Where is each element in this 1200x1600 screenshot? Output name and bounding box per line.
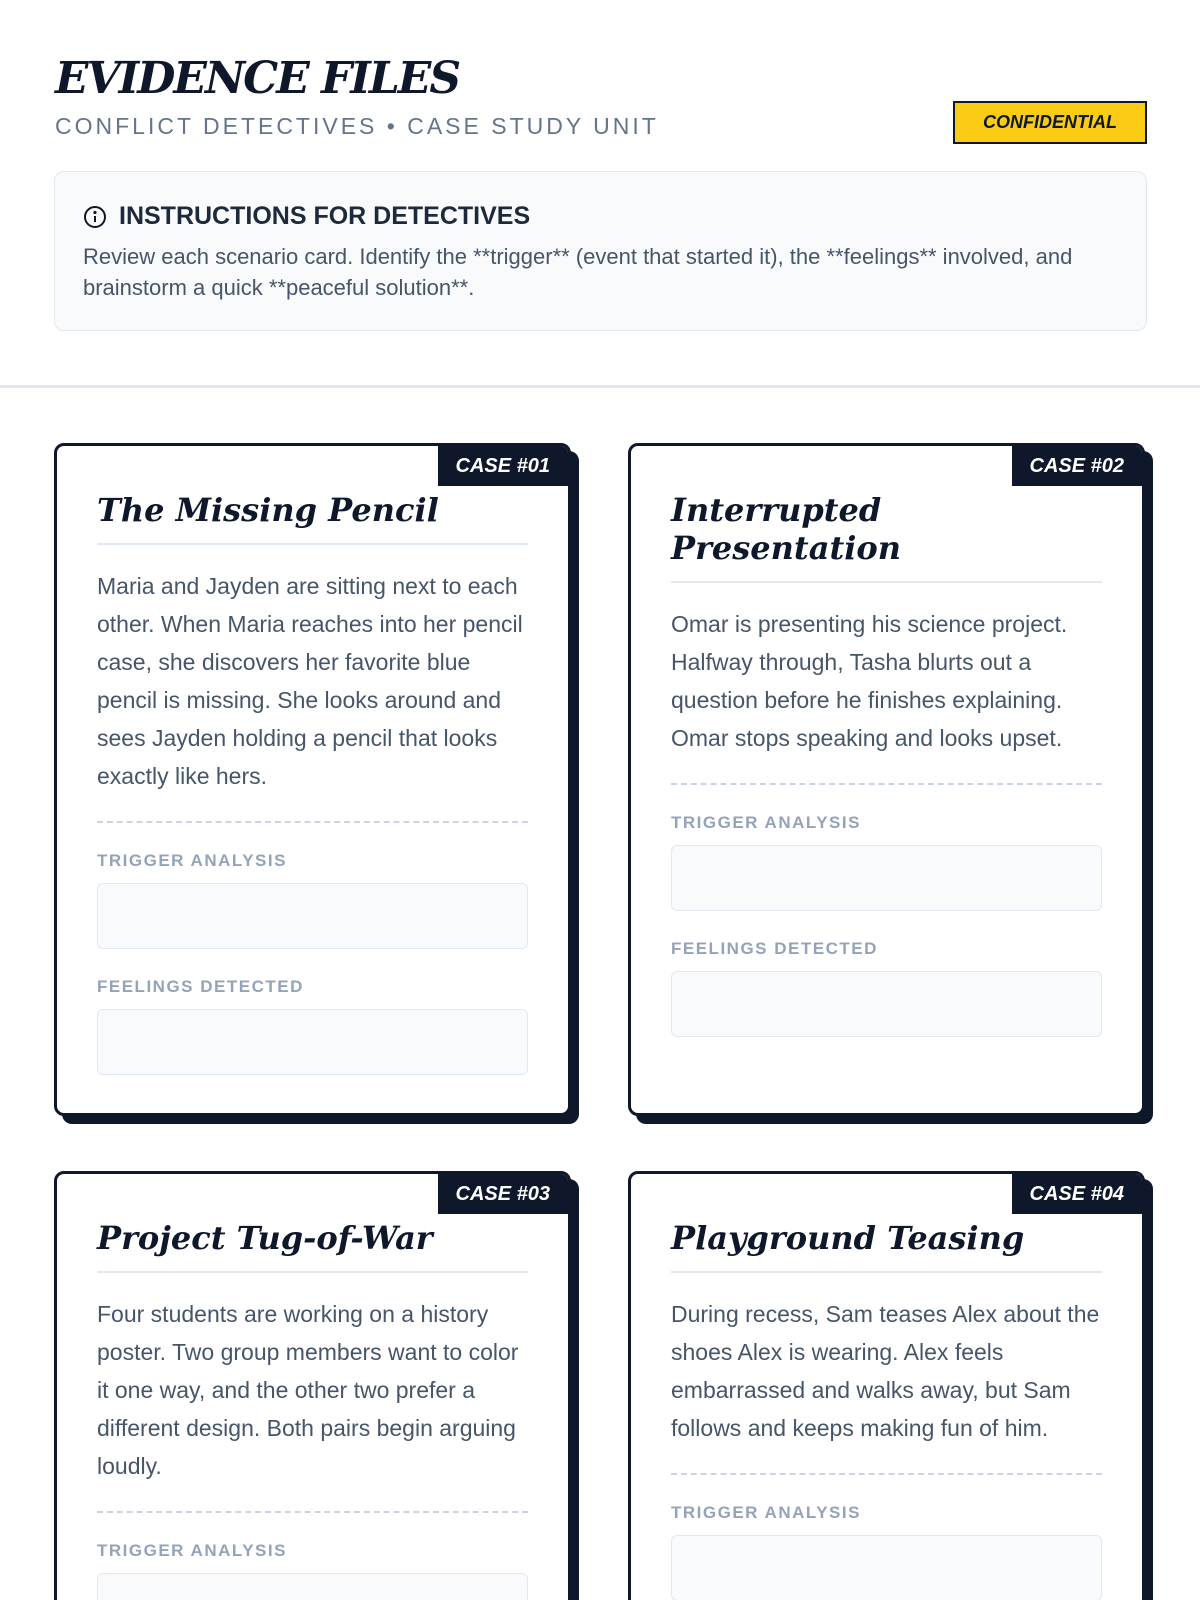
case-title: Project Tug-of-War xyxy=(97,1219,528,1273)
trigger-analysis-field[interactable] xyxy=(97,1573,528,1600)
case-title: Interrupted Presentation xyxy=(671,491,1102,583)
case-title: The Missing Pencil xyxy=(97,491,528,545)
case-tag: CASE #01 xyxy=(438,446,569,486)
case-scenario: Omar is presenting his science project. Halfway through, Tasha blurts out a question before he finishes explaining. Omar stops speaking and looks upset. xyxy=(671,605,1102,785)
trigger-analysis-label: TRIGGER ANALYSIS xyxy=(97,851,287,870)
page-header xyxy=(55,52,1147,147)
feelings-detected-field[interactable] xyxy=(671,971,1102,1037)
case-tag: CASE #03 xyxy=(438,1174,569,1214)
info-icon xyxy=(83,205,107,229)
case-scenario: Four students are working on a history poster. Two group members want to color it one way, and the other two prefer a different design. Both pairs begin arguing loudly. xyxy=(97,1295,528,1513)
trigger-analysis-label: TRIGGER ANALYSIS xyxy=(97,1541,287,1560)
case-scenario: During recess, Sam teases Alex about the shoes Alex is wearing. Alex feels embarrassed and walks away, but Sam follows and keeps making fun of him. xyxy=(671,1295,1102,1475)
trigger-analysis-field[interactable] xyxy=(97,883,528,949)
case-card-03 xyxy=(54,1171,571,1600)
case-scenario: Maria and Jayden are sitting next to each other. When Maria reaches into her pencil case, she discovers her favorite blue pencil is missing. She looks around and sees Jayden holding a pencil that looks exactly like hers. xyxy=(97,567,528,823)
trigger-analysis-label: TRIGGER ANALYSIS xyxy=(671,1503,861,1522)
trigger-analysis-label: TRIGGER ANALYSIS xyxy=(671,813,861,832)
instructions-header xyxy=(83,202,1118,231)
feelings-detected-label: FEELINGS DETECTED xyxy=(97,977,304,996)
case-tag: CASE #02 xyxy=(1012,446,1143,486)
feelings-detected-field[interactable] xyxy=(97,1009,528,1075)
feelings-detected-label: FEELINGS DETECTED xyxy=(671,939,878,958)
page-title: EVIDENCE FILES xyxy=(55,53,460,104)
instructions-title: INSTRUCTIONS FOR DETECTIVES xyxy=(119,202,531,230)
section-divider xyxy=(0,385,1200,388)
case-card-01 xyxy=(54,443,571,1116)
instructions-text: Review each scenario card. Identify the **trigger** (event that started it), the **feelings** involved, and brainstorm a quick **peaceful solution**. xyxy=(83,244,1073,300)
case-title: Playground Teasing xyxy=(671,1219,1102,1273)
trigger-analysis-field[interactable] xyxy=(671,1535,1102,1600)
case-card-02 xyxy=(628,443,1145,1116)
page-subtitle: CONFLICT DETECTIVES • CASE STUDY UNIT xyxy=(55,113,659,139)
instructions-panel xyxy=(54,171,1147,331)
trigger-analysis-field[interactable] xyxy=(671,845,1102,911)
confidential-badge: CONFIDENTIAL xyxy=(953,101,1147,144)
case-tag: CASE #04 xyxy=(1012,1174,1143,1214)
case-card-04 xyxy=(628,1171,1145,1600)
